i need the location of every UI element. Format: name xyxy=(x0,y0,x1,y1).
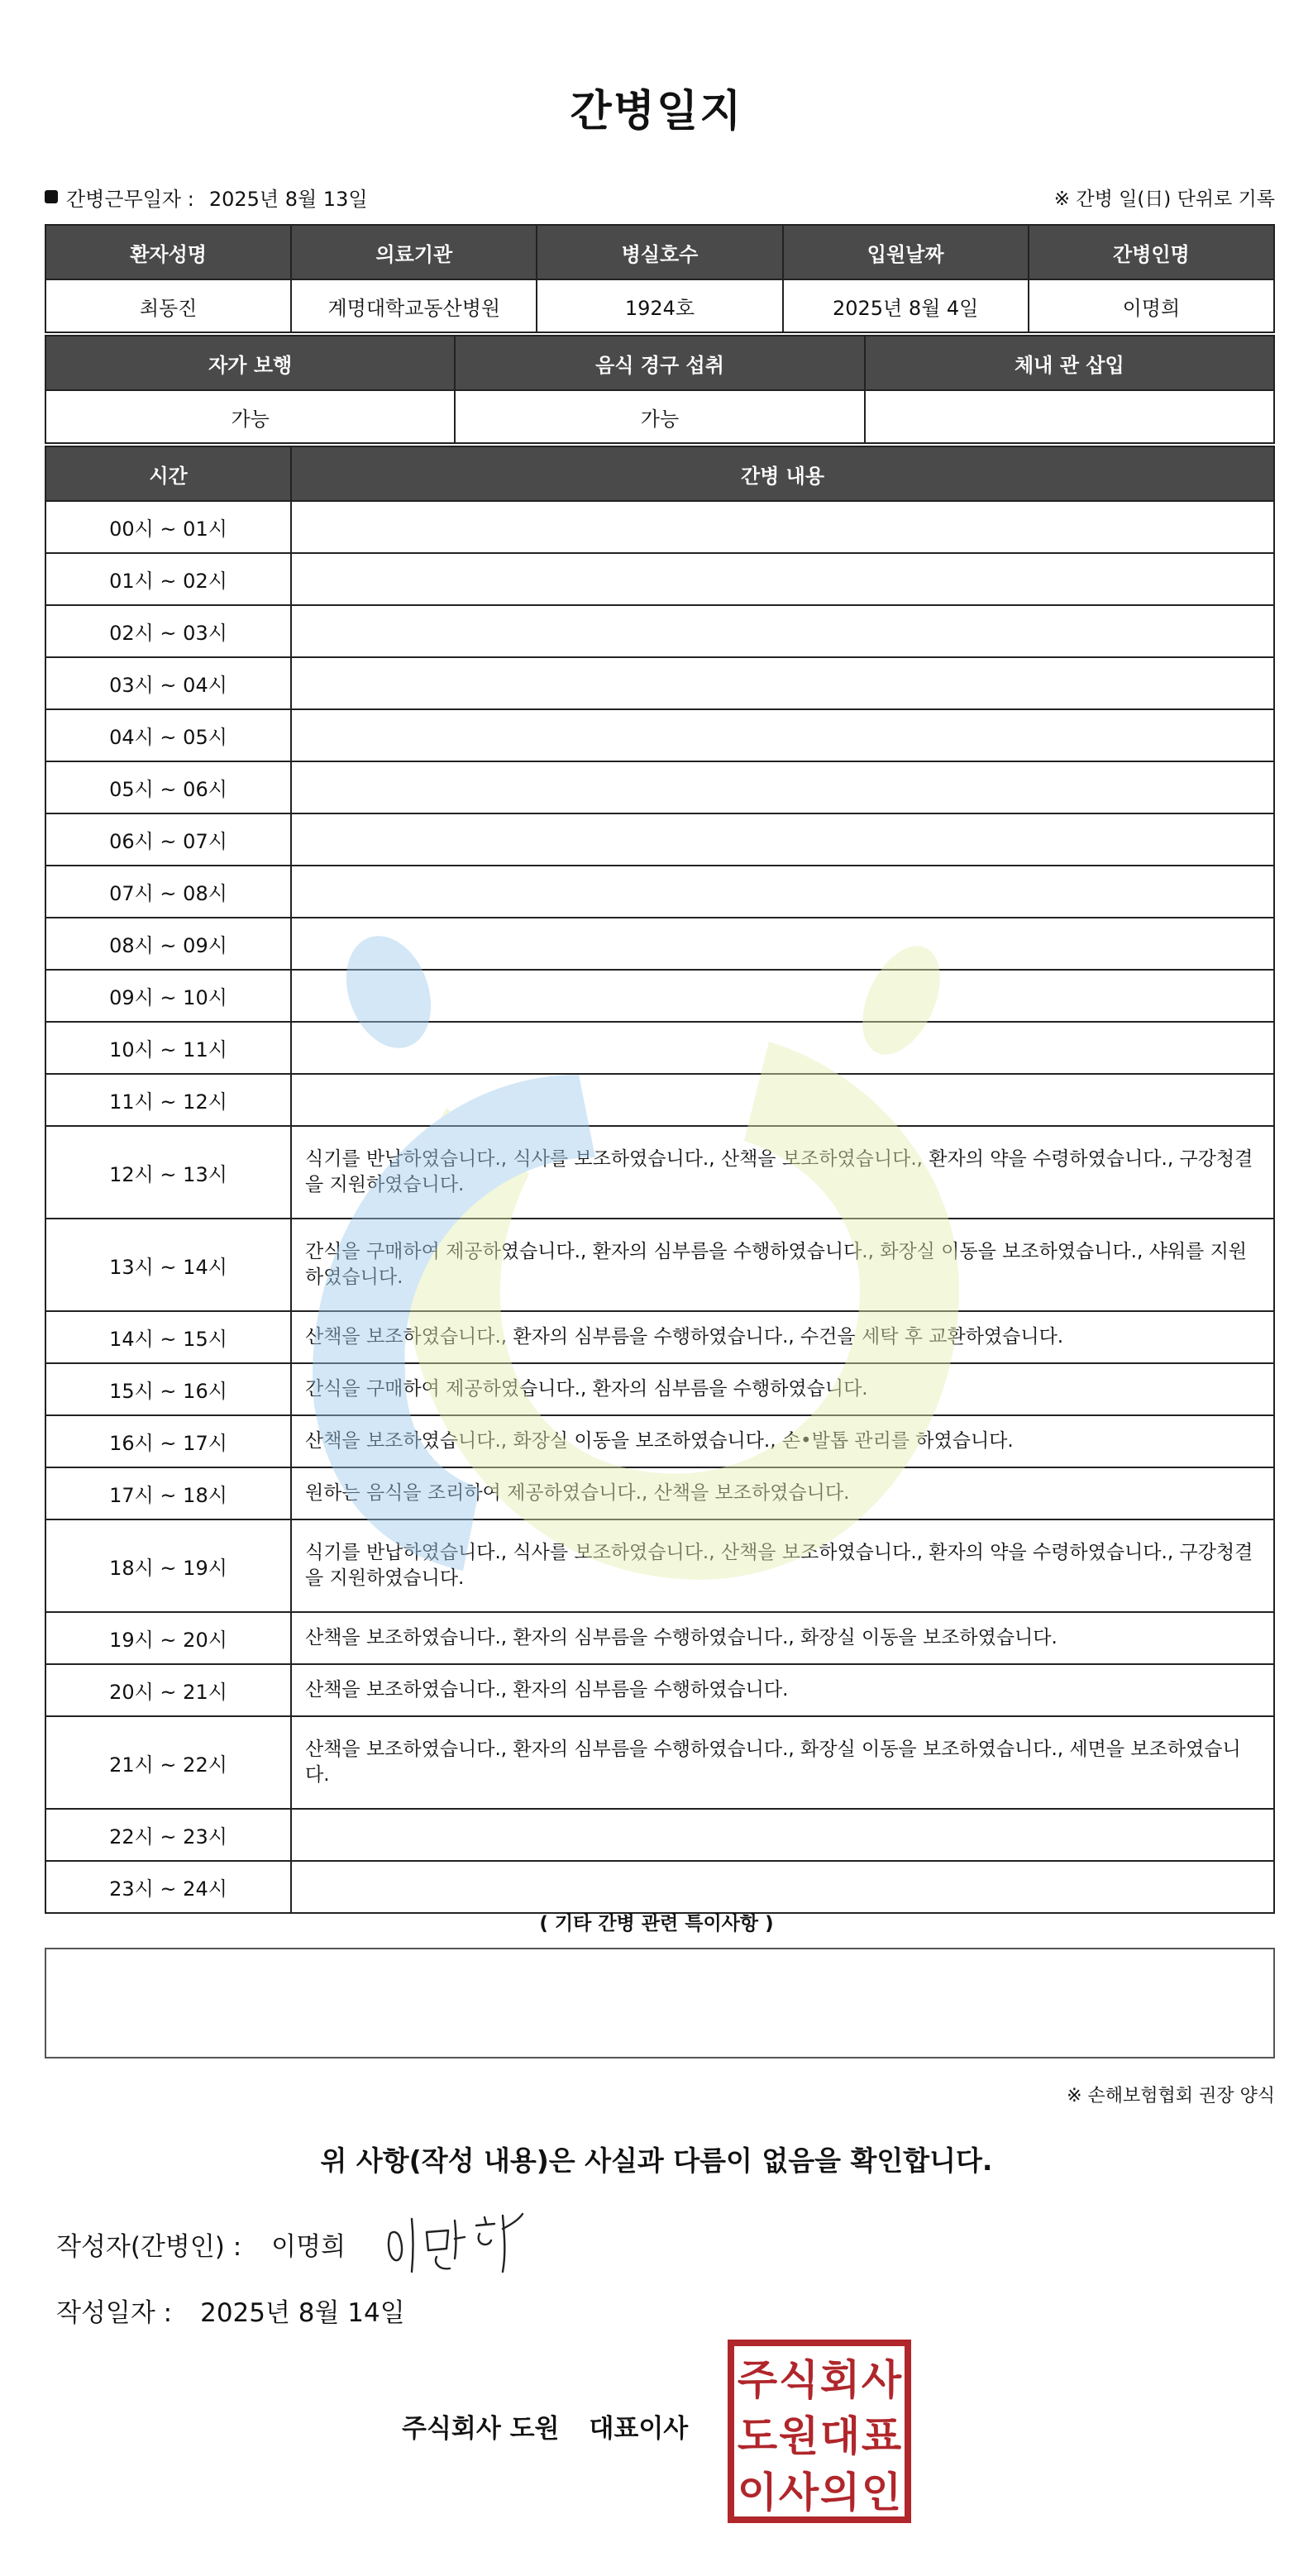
ability-table xyxy=(45,335,1275,444)
log-time-cell: 13시 ~ 14시 xyxy=(45,1219,291,1311)
log-row xyxy=(45,1809,1274,1861)
header-admission-date: 입원날짜 xyxy=(783,225,1029,279)
log-row xyxy=(45,1074,1274,1126)
caregiver-name: 이명희 xyxy=(1029,279,1274,332)
patient-header-row xyxy=(45,225,1274,279)
log-time-cell: 05시 ~ 06시 xyxy=(45,761,291,813)
writer-name: 이명희 xyxy=(271,2231,346,2262)
log-time-cell: 04시 ~ 05시 xyxy=(45,709,291,761)
seal-character: 이 xyxy=(737,2469,778,2516)
log-time-cell: 18시 ~ 19시 xyxy=(45,1519,291,1612)
log-content-cell xyxy=(291,553,1274,605)
header-room: 병실호수 xyxy=(537,225,782,279)
log-time-cell: 11시 ~ 12시 xyxy=(45,1074,291,1126)
log-time-cell: 07시 ~ 08시 xyxy=(45,866,291,918)
log-time-cell: 19시 ~ 20시 xyxy=(45,1612,291,1664)
log-content-cell: 산책을 보조하였습니다., 환자의 심부름을 수행하였습니다., 화장실 이동을 보조하였습니다., 세면을 보조하였습니다. xyxy=(291,1716,1274,1809)
admission-date: 2025년 8월 4일 xyxy=(783,279,1029,332)
log-row xyxy=(45,605,1274,657)
log-time-cell: 23시 ~ 24시 xyxy=(45,1861,291,1913)
seal-character: 사 xyxy=(778,2469,819,2516)
work-date xyxy=(45,183,368,212)
header-self-walking: 자가 보행 xyxy=(45,336,455,390)
log-time-cell: 20시 ~ 21시 xyxy=(45,1664,291,1716)
log-row xyxy=(45,1664,1274,1716)
write-date-value: 2025년 8월 14일 xyxy=(200,2297,405,2328)
log-row xyxy=(45,553,1274,605)
log-content-cell xyxy=(291,1861,1274,1913)
log-content-cell: 산책을 보조하였습니다., 화장실 이동을 보조하였습니다., 손•발톱 관리를 하였습니다. xyxy=(291,1415,1274,1467)
log-row xyxy=(45,501,1274,553)
square-bullet-icon xyxy=(45,190,58,203)
record-note: ※ 간병 일(日) 단위로 기록 xyxy=(1053,188,1275,210)
seal-character: 표 xyxy=(861,2412,902,2460)
header-hospital: 의료기관 xyxy=(291,225,537,279)
log-content-cell xyxy=(291,866,1274,918)
log-content-cell: 원하는 음식을 조리하여 제공하였습니다., 산책을 보조하였습니다. xyxy=(291,1467,1274,1519)
writer-label: 작성자(간병인) : xyxy=(56,2231,242,2262)
log-time-cell: 09시 ~ 10시 xyxy=(45,970,291,1022)
log-row xyxy=(45,1467,1274,1519)
log-content-cell xyxy=(291,501,1274,553)
special-notes-box xyxy=(45,1948,1275,2058)
work-date-value: 2025년 8월 13일 xyxy=(208,187,368,211)
log-time-cell: 21시 ~ 22시 xyxy=(45,1716,291,1809)
log-row xyxy=(45,1415,1274,1467)
log-time-cell: 17시 ~ 18시 xyxy=(45,1467,291,1519)
log-content-cell xyxy=(291,657,1274,709)
header-time: 시간 xyxy=(45,446,291,501)
log-row xyxy=(45,1311,1274,1363)
log-header-row xyxy=(45,446,1274,501)
log-content-cell: 간식을 구매하여 제공하였습니다., 환자의 심부름을 수행하였습니다. xyxy=(291,1363,1274,1415)
log-content-cell: 산책을 보조하였습니다., 환자의 심부름을 수행하였습니다., 수건을 세탁 후 교환하였습니다. xyxy=(291,1311,1274,1363)
seal-character: 도 xyxy=(737,2412,778,2460)
log-row xyxy=(45,813,1274,866)
log-row xyxy=(45,657,1274,709)
company-signature-line xyxy=(402,2407,688,2445)
seal-character: 원 xyxy=(778,2412,819,2460)
log-content-cell: 식기를 반납하였습니다., 식사를 보조하였습니다., 산책을 보조하였습니다., 환자의 약을 수령하였습니다., 구강청결을 지원하였습니다. xyxy=(291,1126,1274,1219)
company-name: 주식회사 도원 xyxy=(402,2414,560,2444)
log-time-cell: 06시 ~ 07시 xyxy=(45,813,291,866)
room-number: 1924호 xyxy=(537,279,782,332)
patient-value-row xyxy=(45,279,1274,332)
log-content-cell xyxy=(291,1809,1274,1861)
log-time-cell: 22시 ~ 23시 xyxy=(45,1809,291,1861)
tube-insertion-value xyxy=(865,390,1274,443)
self-walking-value: 가능 xyxy=(45,390,455,443)
log-content-cell xyxy=(291,709,1274,761)
hospital-name: 계명대학교동산병원 xyxy=(291,279,537,332)
log-content-cell xyxy=(291,1022,1274,1074)
company-title: 대표이사 xyxy=(589,2414,689,2444)
seal-character: 식 xyxy=(778,2356,819,2404)
log-body xyxy=(45,501,1274,1913)
log-row xyxy=(45,1219,1274,1311)
ability-value-row xyxy=(45,390,1274,443)
log-content-cell: 식기를 반납하였습니다., 식사를 보조하였습니다., 산책을 보조하였습니다., 환자의 약을 수령하였습니다., 구강청결을 지원하였습니다. xyxy=(291,1519,1274,1612)
seal-character: 인 xyxy=(861,2469,902,2516)
oral-intake-value: 가능 xyxy=(455,390,864,443)
care-log-table xyxy=(45,446,1275,1914)
header-tube-insertion: 체내 관 삽입 xyxy=(865,336,1274,390)
seal-character: 회 xyxy=(819,2356,861,2404)
header-caregiver: 간병인명 xyxy=(1029,225,1274,279)
log-row xyxy=(45,866,1274,918)
log-row xyxy=(45,918,1274,970)
seal-character: 주 xyxy=(737,2356,778,2404)
seal-character: 의 xyxy=(819,2469,861,2516)
work-date-label: 간병근무일자 : xyxy=(66,187,194,211)
log-time-cell: 16시 ~ 17시 xyxy=(45,1415,291,1467)
log-row xyxy=(45,1363,1274,1415)
form-note: ※ 손해보험협회 권장 양식 xyxy=(1067,2086,1275,2106)
log-row xyxy=(45,761,1274,813)
write-date-row xyxy=(56,2290,405,2330)
log-time-cell: 01시 ~ 02시 xyxy=(45,553,291,605)
page-title: 간병일지 xyxy=(570,87,743,136)
log-content-cell: 산책을 보조하였습니다., 환자의 심부름을 수행하였습니다., 화장실 이동을 보조하였습니다. xyxy=(291,1612,1274,1664)
patient-name: 최동진 xyxy=(45,279,291,332)
seal-character: 사 xyxy=(861,2356,902,2404)
patient-info-table xyxy=(45,224,1275,333)
log-time-cell: 02시 ~ 03시 xyxy=(45,605,291,657)
log-row xyxy=(45,1126,1274,1219)
write-date-label: 작성일자 : xyxy=(56,2297,173,2328)
log-row xyxy=(45,1716,1274,1809)
header-patient-name: 환자성명 xyxy=(45,225,291,279)
writer-row xyxy=(56,2221,528,2267)
log-content-cell xyxy=(291,813,1274,866)
confirmation-statement: 위 사항(작성 내용)은 사실과 다름이 없음을 확인합니다. xyxy=(320,2144,993,2177)
log-time-cell: 08시 ~ 09시 xyxy=(45,918,291,970)
log-content-cell xyxy=(291,1074,1274,1126)
log-time-cell: 03시 ~ 04시 xyxy=(45,657,291,709)
log-row xyxy=(45,1612,1274,1664)
seal-character: 대 xyxy=(819,2412,861,2460)
ability-header-row xyxy=(45,336,1274,390)
log-row xyxy=(45,709,1274,761)
log-time-cell: 10시 ~ 11시 xyxy=(45,1022,291,1074)
header-care-content: 간병 내용 xyxy=(291,446,1274,501)
log-time-cell: 14시 ~ 15시 xyxy=(45,1311,291,1363)
log-row xyxy=(45,1519,1274,1612)
log-content-cell: 간식을 구매하여 제공하였습니다., 환자의 심부름을 수행하였습니다., 화장실 이동을 보조하였습니다., 샤워를 지원하였습니다. xyxy=(291,1219,1274,1311)
log-content-cell xyxy=(291,970,1274,1022)
company-seal-stamp xyxy=(726,2338,913,2525)
log-row xyxy=(45,1861,1274,1913)
log-content-cell xyxy=(291,761,1274,813)
special-notes-title: ( 기타 간병 관련 특이사항 ) xyxy=(539,1913,774,1934)
log-time-cell: 12시 ~ 13시 xyxy=(45,1126,291,1219)
header-oral-intake: 음식 경구 섭취 xyxy=(455,336,864,390)
log-content-cell xyxy=(291,605,1274,657)
log-time-cell: 00시 ~ 01시 xyxy=(45,501,291,553)
log-content-cell: 산책을 보조하였습니다., 환자의 심부름을 수행하였습니다. xyxy=(291,1664,1274,1716)
handwritten-signature xyxy=(379,2211,528,2277)
meta-row xyxy=(45,180,1275,213)
log-row xyxy=(45,1022,1274,1074)
log-content-cell xyxy=(291,918,1274,970)
log-time-cell: 15시 ~ 16시 xyxy=(45,1363,291,1415)
log-row xyxy=(45,970,1274,1022)
